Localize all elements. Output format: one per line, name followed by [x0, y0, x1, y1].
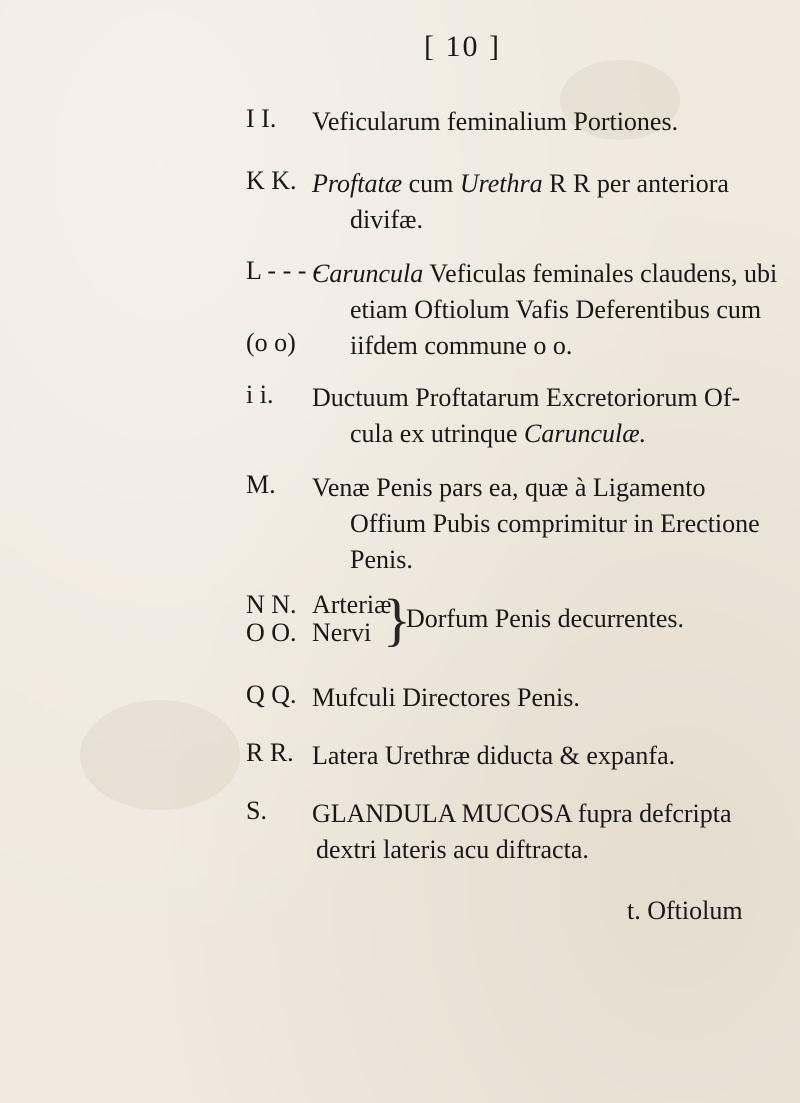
entry-line: Penis.	[350, 545, 413, 574]
catchword: t. Oftiolum	[627, 896, 743, 925]
entry-line: etiam Oftiolum Vafis Deferentibus cum	[350, 295, 762, 324]
entry-key-sub: O O.	[246, 618, 297, 647]
entry-text	[312, 470, 782, 578]
entry-key: M.	[246, 470, 276, 499]
right-brace-icon: }	[383, 587, 411, 652]
entry-text	[312, 680, 782, 716]
entry-key: I I.	[246, 104, 277, 133]
entry-text	[312, 166, 782, 238]
entry-line: Mufculi Directores Penis.	[312, 683, 580, 712]
brace-item-bottom: Nervi	[312, 618, 372, 647]
entry-key: Q Q.	[246, 680, 297, 709]
entry-text	[312, 380, 782, 452]
entry-key: L - - - -	[246, 256, 322, 285]
entry-key-sub: (o o)	[246, 328, 296, 357]
entry-line: Latera Urethræ diducta & expanfa.	[312, 741, 676, 770]
entry-key: S.	[246, 796, 267, 825]
entry-line: Venæ Penis pars ea, quæ à Ligamento	[312, 473, 706, 502]
brace-item-top: Arteriæ	[312, 590, 392, 619]
entry-line: cula ex utrinque Carunculæ.	[350, 419, 647, 448]
entry-key: N N.	[246, 590, 297, 619]
italic-term: Carunculæ.	[524, 419, 647, 448]
entry-text	[312, 104, 782, 140]
page-number: [ 10 ]	[424, 30, 501, 63]
entry-key: R R.	[246, 738, 294, 767]
entry-line: Veficularum feminalium Portiones.	[312, 107, 679, 136]
entry-line: Proftatæ cum Urethra R R per anteriora	[312, 169, 729, 198]
entry-line: Dorfum Penis decurrentes.	[406, 604, 684, 633]
entry-text	[312, 796, 782, 868]
entry-line: Ductuum Proftatarum Excretoriorum Of-	[312, 383, 741, 412]
italic-term: Caruncula	[312, 259, 424, 288]
entry-line: dextri lateris acu diftracta.	[316, 835, 589, 864]
entry-line: iifdem commune o o.	[350, 331, 573, 360]
entry-text	[312, 738, 782, 774]
entry-text	[312, 256, 782, 364]
entry-line: divifæ.	[350, 205, 423, 234]
entry-key: i i.	[246, 380, 274, 409]
entry-line: Offium Pubis comprimitur in Erectione	[350, 509, 760, 538]
legend-entry-braced	[0, 587, 800, 654]
entry-line: GLANDULA MUCOSA fupra defcripta	[312, 799, 732, 828]
paper-stain	[80, 700, 240, 810]
entry-key: K K.	[246, 166, 297, 195]
entry-line: Caruncula Veficulas feminales claudens, ubi	[312, 259, 778, 288]
italic-term: Urethra	[459, 169, 543, 198]
italic-term: Proftatæ	[312, 169, 403, 198]
